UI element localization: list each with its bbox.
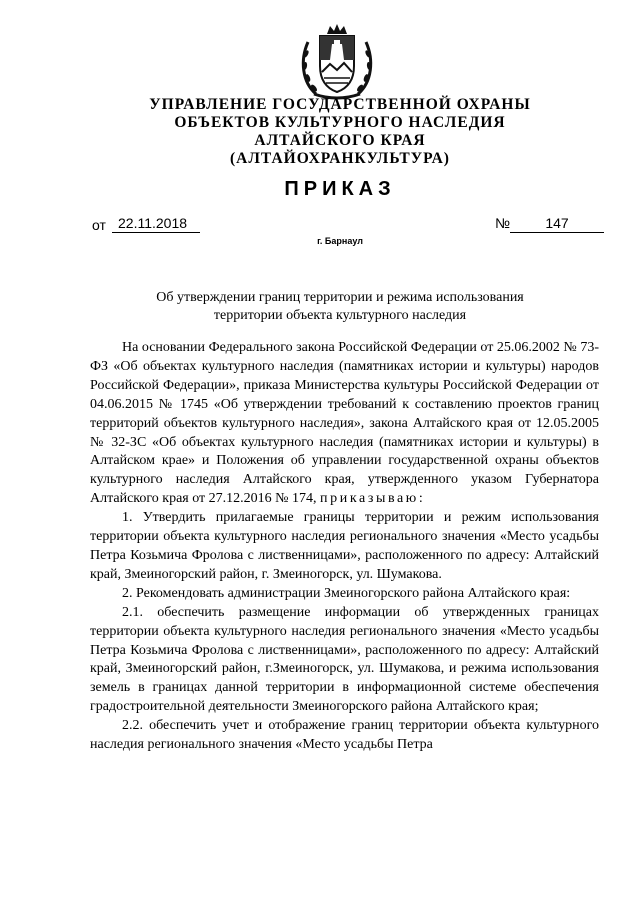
- document-body: [90, 339, 599, 755]
- paragraph-basis-text: На основании Федерального закона Российской Федерации от 25.06.2002 № 73-ФЗ «Об объектах культурного наследия (памятниках истории и культуры) народов Российской Федерации», приказа Министерства культуры Российской Федерации от 04.06.2015 № 1745 «Об утверждении требований к составлению проектов границ территорий объектов культурного наследия», закона Алтайского края от 12.05.2005 № 32-ЗС «Об объектах культурного наследия (памятниках истории и культуры) в Алтайском крае» и Положения об управлении государственной охраны объектов культурного наследия Алтайского края, утвержденного указом Губернатора Алтайского края от 27.12.2016 № 174,: [90, 340, 599, 507]
- title-line: территории объекта культурного наследия: [213, 308, 467, 323]
- title-line: Об утверждении границ территории и режима использования: [156, 290, 524, 305]
- document-date: 22.11.2018: [112, 214, 200, 233]
- document-type: ПРИКАЗ: [284, 178, 396, 200]
- paragraph-1: 1. Утвердить прилагаемые границы территории и режим использования территории объекта культурного наследия регионального значения «Место усадьбы Петра Козьмича Фролова с лиственницами», расположенного по адресу: Алтайский край, Змеиногорский район, г. Змеиногорск, ул. Шумакова.: [90, 510, 599, 582]
- document-number: 147: [510, 214, 604, 233]
- org-line: ОБЪЕКТОВ КУЛЬТУРНОГО НАСЛЕДИЯ: [174, 114, 506, 131]
- paragraph-2: 2. Рекомендовать администрации Змеиногорского района Алтайского края:: [122, 585, 571, 601]
- altai-krai-coat-of-arms-icon: [294, 20, 380, 106]
- document-title: [0, 289, 640, 325]
- city: г. Барнаул: [317, 236, 363, 246]
- paragraph-2-1: 2.1. обеспечить размещение информации об утвержденных границах территории объекта культурного наследия регионального значения «Место усадьбы Петра Козьмича Фролова с лиственницами», расположенного по адресу: Алтайский край, Змеиногорский район, г.Змеиногорск, ул. Шумакова, и режима использования земель в границах данной территории в информационной системе обеспечения градостроительной деятельности Змеиногорского района Алтайского края;: [90, 604, 599, 715]
- date-label: от: [92, 217, 106, 233]
- directive-word: приказываю:: [320, 491, 426, 507]
- organization-name: [0, 96, 640, 168]
- number-label: №: [495, 215, 511, 231]
- org-line: АЛТАЙСКОГО КРАЯ: [254, 132, 426, 149]
- org-line: (АЛТАЙОХРАНКУЛЬТУРА): [230, 150, 450, 167]
- paragraph-basis: [90, 339, 599, 509]
- paragraph-2-2: 2.2. обеспечить учет и отображение границ территории объекта культурного наследия регионального значения «Место усадьбы Петра: [90, 718, 599, 753]
- org-line: УПРАВЛЕНИЕ ГОСУДАРСТВЕННОЙ ОХРАНЫ: [149, 96, 531, 113]
